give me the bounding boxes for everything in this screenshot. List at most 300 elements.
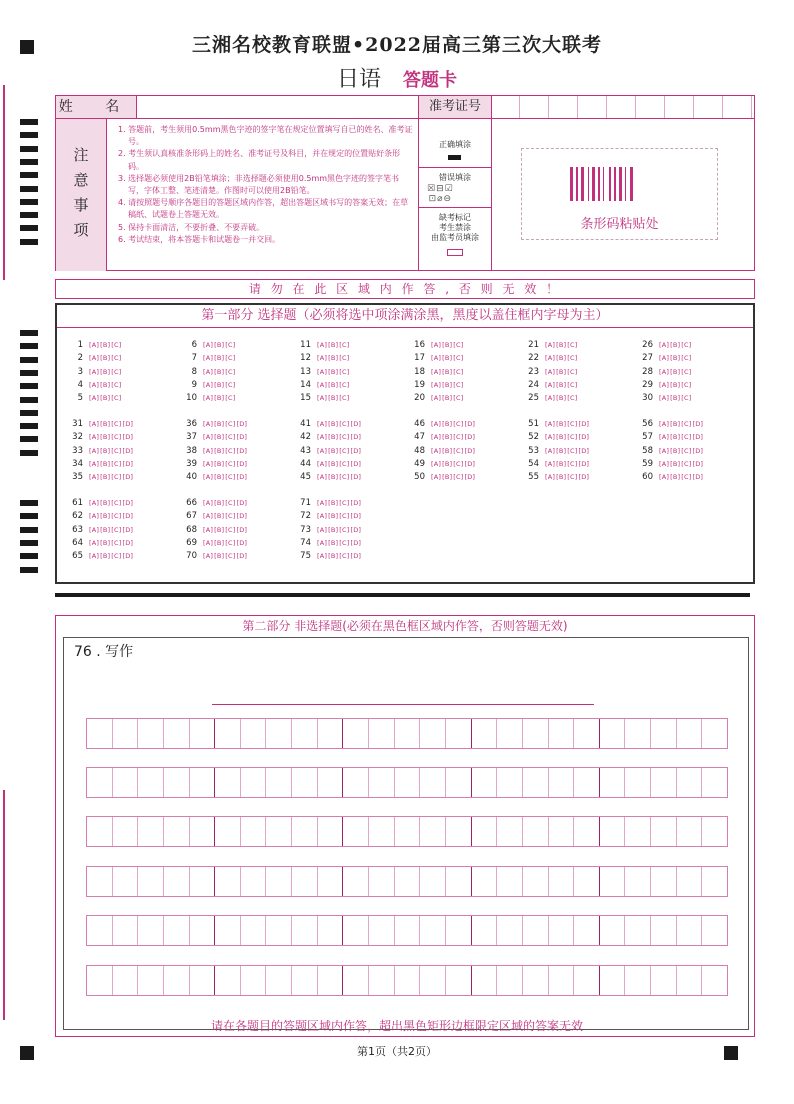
option-bubble[interactable]: [D] [692, 433, 704, 442]
option-bubble[interactable]: [B] [214, 354, 225, 363]
option-bubble[interactable]: [D] [350, 512, 362, 521]
option-bubble[interactable]: [A] [89, 499, 100, 507]
option-bubble[interactable]: [A] [431, 394, 442, 403]
option-bubble[interactable]: [A] [431, 367, 442, 376]
question-13 [295, 366, 350, 378]
question-number: 5 [77, 393, 83, 404]
option-bubble[interactable]: [D] [122, 552, 134, 561]
option-bubble[interactable]: [C] [111, 525, 122, 534]
option-bubble[interactable]: [B] [328, 512, 339, 521]
option-bubble[interactable]: [C] [225, 354, 236, 363]
option-bubble[interactable]: [A] [431, 420, 442, 428]
question-number: 11 [300, 340, 311, 350]
name-field[interactable] [137, 96, 417, 118]
question-number: 53 [528, 445, 539, 456]
option-bubble[interactable]: [A] [89, 420, 100, 428]
option-bubble[interactable]: [D] [350, 473, 362, 482]
option-bubble[interactable]: [C] [111, 420, 122, 428]
option-bubble[interactable]: [A] [317, 420, 328, 428]
option-bubble[interactable]: [A] [659, 459, 670, 468]
option-bubble[interactable]: [A] [317, 459, 328, 468]
option-bubble[interactable]: [B] [214, 446, 225, 455]
option-bubble[interactable]: [B] [328, 525, 339, 534]
option-bubble[interactable]: [C] [681, 354, 692, 363]
option-bubble[interactable]: [C] [453, 420, 464, 428]
option-bubble[interactable]: [C] [225, 380, 236, 389]
option-bubble[interactable]: [C] [225, 512, 236, 521]
option-bubble[interactable]: [A] [545, 433, 556, 442]
option-bubble[interactable]: [C] [111, 354, 122, 363]
option-bubble[interactable]: [D] [350, 525, 362, 534]
option-bubble[interactable]: [D] [236, 525, 248, 534]
option-bubble[interactable]: [B] [100, 446, 111, 455]
option-bubble[interactable]: [C] [339, 354, 350, 363]
option-bubble[interactable]: [C] [339, 459, 350, 468]
question-number: 7 [191, 353, 197, 364]
option-bubble[interactable]: [C] [567, 394, 578, 403]
option-bubble[interactable]: [A] [203, 394, 214, 403]
option-bubble[interactable]: [A] [545, 459, 556, 468]
option-bubble[interactable]: [C] [339, 341, 350, 349]
option-bubble[interactable]: [A] [431, 446, 442, 455]
option-bubble[interactable]: [B] [442, 394, 453, 403]
option-bubble[interactable]: [B] [670, 341, 681, 349]
writing-grid-row[interactable] [86, 718, 728, 749]
option-bubble[interactable]: [B] [442, 380, 453, 389]
option-bubble[interactable]: [B] [328, 473, 339, 482]
writing-grid-row[interactable] [86, 816, 728, 847]
option-bubble[interactable]: [B] [670, 420, 681, 428]
option-bubble[interactable]: [B] [328, 499, 339, 507]
option-bubble[interactable]: [C] [567, 446, 578, 455]
option-bubble[interactable]: [B] [100, 459, 111, 468]
option-bubble[interactable]: [A] [89, 367, 100, 376]
option-bubble[interactable]: [A] [317, 552, 328, 561]
option-bubble[interactable]: [A] [659, 473, 670, 482]
option-bubble[interactable]: [B] [556, 459, 567, 468]
option-bubble[interactable]: [A] [89, 354, 100, 363]
option-bubble[interactable]: [C] [111, 367, 122, 376]
option-bubble[interactable]: [C] [339, 499, 350, 507]
option-bubble[interactable]: [A] [545, 420, 556, 428]
timing-mark [20, 553, 38, 559]
option-bubble[interactable]: [C] [567, 420, 578, 428]
option-bubble[interactable]: [D] [122, 420, 134, 428]
option-bubble[interactable]: [A] [545, 354, 556, 363]
option-bubble[interactable]: [C] [225, 459, 236, 468]
option-bubble[interactable]: [C] [339, 512, 350, 521]
option-bubble[interactable]: [B] [100, 538, 111, 547]
option-bubble[interactable]: [A] [659, 394, 670, 403]
option-bubble[interactable]: [A] [317, 538, 328, 547]
option-bubble[interactable]: [B] [328, 380, 339, 389]
option-bubble[interactable]: [A] [203, 420, 214, 428]
option-bubble[interactable]: [B] [670, 459, 681, 468]
option-bubble[interactable]: [A] [317, 499, 328, 507]
option-bubble[interactable]: [A] [431, 473, 442, 482]
option-bubble[interactable]: [C] [681, 341, 692, 349]
title-line[interactable] [212, 704, 594, 705]
option-bubble[interactable]: [A] [317, 473, 328, 482]
option-bubble[interactable]: [A] [317, 433, 328, 442]
option-bubble[interactable]: [C] [111, 538, 122, 547]
option-bubble[interactable]: [A] [317, 367, 328, 376]
option-bubble[interactable]: [A] [659, 433, 670, 442]
option-bubble[interactable]: [B] [556, 446, 567, 455]
option-bubble[interactable]: [B] [442, 354, 453, 363]
option-bubble[interactable]: [B] [100, 552, 111, 561]
option-bubble[interactable]: [C] [225, 552, 236, 561]
option-bubble[interactable]: [D] [578, 473, 590, 482]
option-bubble[interactable]: [C] [567, 354, 578, 363]
option-bubble[interactable]: [A] [203, 433, 214, 442]
option-bubble[interactable]: [A] [89, 473, 100, 482]
option-bubble[interactable]: [C] [225, 394, 236, 403]
writing-grid-row[interactable] [86, 915, 728, 946]
option-bubble[interactable]: [C] [339, 433, 350, 442]
option-bubble[interactable]: [C] [681, 473, 692, 482]
option-bubble[interactable]: [A] [545, 367, 556, 376]
option-bubble[interactable]: [D] [578, 459, 590, 468]
option-bubble[interactable]: [B] [100, 473, 111, 482]
option-bubble[interactable]: [C] [339, 552, 350, 561]
option-bubble[interactable]: [A] [317, 525, 328, 534]
option-bubble[interactable]: [C] [225, 499, 236, 507]
option-bubble[interactable]: [B] [100, 380, 111, 389]
option-bubble[interactable]: [C] [111, 380, 122, 389]
option-bubble[interactable]: [B] [100, 354, 111, 363]
option-bubble[interactable]: [D] [122, 446, 134, 455]
option-bubble[interactable]: [D] [578, 420, 590, 428]
option-bubble[interactable]: [D] [122, 473, 134, 482]
option-bubble[interactable]: [C] [453, 446, 464, 455]
notes-label-char: 事 [73, 196, 89, 214]
option-bubble[interactable]: [C] [225, 446, 236, 455]
option-bubble[interactable]: [A] [545, 341, 556, 349]
option-bubble[interactable]: [B] [670, 473, 681, 482]
option-bubble[interactable]: [C] [111, 446, 122, 455]
option-bubble[interactable]: [A] [545, 446, 556, 455]
option-bubble[interactable]: [A] [317, 341, 328, 349]
option-bubble[interactable]: [B] [214, 538, 225, 547]
option-bubble[interactable]: [B] [670, 446, 681, 455]
option-bubble[interactable]: [D] [122, 433, 134, 442]
option-bubble[interactable]: [B] [214, 473, 225, 482]
option-bubble[interactable]: [A] [89, 446, 100, 455]
option-bubble[interactable]: [D] [578, 446, 590, 455]
option-bubble[interactable]: [C] [567, 459, 578, 468]
option-bubble[interactable]: [A] [317, 446, 328, 455]
option-bubble[interactable]: [D] [350, 446, 362, 455]
option-bubble[interactable]: [C] [453, 354, 464, 363]
option-bubble[interactable]: [C] [567, 380, 578, 389]
exam-id-label: 准考证号 [418, 96, 492, 118]
option-bubble[interactable]: [D] [236, 499, 248, 507]
option-bubble[interactable]: [C] [225, 538, 236, 547]
option-bubble[interactable]: [A] [89, 433, 100, 442]
option-bubble[interactable]: [A] [317, 394, 328, 403]
option-bubble[interactable]: [A] [203, 552, 214, 561]
absent-checkbox[interactable] [447, 249, 463, 256]
option-bubble[interactable]: [C] [225, 473, 236, 482]
option-bubble[interactable]: [C] [453, 341, 464, 349]
option-bubble[interactable]: [C] [453, 380, 464, 389]
option-bubble[interactable]: [D] [350, 459, 362, 468]
option-bubble[interactable]: [A] [659, 446, 670, 455]
option-bubble[interactable]: [A] [89, 459, 100, 468]
option-bubble[interactable]: [C] [339, 394, 350, 403]
option-bubble[interactable]: [C] [681, 380, 692, 389]
question-60 [637, 471, 704, 483]
option-bubble[interactable]: [B] [442, 459, 453, 468]
option-bubble[interactable]: [A] [203, 512, 214, 521]
option-bubble[interactable]: [B] [442, 341, 453, 349]
option-bubble[interactable]: [D] [236, 512, 248, 521]
option-bubble[interactable]: [B] [100, 367, 111, 376]
option-bubble[interactable]: [C] [225, 341, 236, 349]
option-bubble[interactable]: [B] [442, 433, 453, 442]
option-bubble[interactable]: [C] [567, 341, 578, 349]
option-bubble[interactable]: [B] [670, 433, 681, 442]
option-bubble[interactable]: [B] [556, 420, 567, 428]
option-bubble[interactable]: [B] [328, 367, 339, 376]
option-bubble[interactable]: [B] [214, 552, 225, 561]
option-bubble[interactable]: [A] [545, 473, 556, 482]
option-bubble[interactable]: [C] [453, 367, 464, 376]
option-bubble[interactable]: [D] [122, 525, 134, 534]
option-bubble[interactable]: [B] [328, 354, 339, 363]
option-bubble[interactable]: [C] [111, 394, 122, 403]
option-bubble[interactable]: [A] [89, 538, 100, 547]
option-bubble[interactable]: [A] [203, 459, 214, 468]
option-bubble[interactable]: [D] [236, 433, 248, 442]
option-bubble[interactable]: [D] [692, 420, 704, 428]
option-bubble[interactable]: [C] [111, 499, 122, 507]
option-bubble[interactable]: [C] [111, 341, 122, 349]
question-27 [637, 352, 692, 364]
option-bubble[interactable]: [C] [225, 420, 236, 428]
option-bubble[interactable]: [C] [681, 459, 692, 468]
option-bubble[interactable]: [C] [111, 473, 122, 482]
option-bubble[interactable]: [A] [431, 433, 442, 442]
question-number: 52 [528, 432, 539, 443]
option-bubble[interactable]: [B] [556, 367, 567, 376]
question-number: 72 [300, 511, 311, 522]
option-bubble[interactable]: [A] [89, 380, 100, 389]
option-bubble[interactable]: [B] [328, 538, 339, 547]
option-bubble[interactable]: [A] [659, 380, 670, 389]
option-bubble[interactable]: [B] [442, 446, 453, 455]
option-bubble[interactable]: [C] [339, 538, 350, 547]
option-bubble[interactable]: [C] [111, 552, 122, 561]
option-bubble[interactable]: [B] [328, 394, 339, 403]
option-bubble[interactable]: [B] [328, 552, 339, 561]
option-bubble[interactable]: [B] [100, 420, 111, 428]
option-bubble[interactable]: [A] [89, 394, 100, 403]
option-bubble[interactable]: [C] [453, 473, 464, 482]
option-bubble[interactable]: [B] [214, 499, 225, 507]
option-bubble[interactable]: [A] [431, 341, 442, 349]
exam-id-cells[interactable] [491, 96, 752, 118]
option-bubble[interactable]: [A] [203, 367, 214, 376]
option-bubble[interactable]: [A] [89, 525, 100, 534]
option-bubble[interactable]: [B] [328, 446, 339, 455]
option-bubble[interactable]: [B] [214, 525, 225, 534]
option-bubble[interactable]: [A] [89, 341, 100, 349]
option-bubble[interactable]: [D] [578, 433, 590, 442]
option-bubble[interactable]: [D] [236, 473, 248, 482]
option-bubble[interactable]: [A] [203, 354, 214, 363]
fill-correct-mark [448, 155, 461, 160]
question-number: 24 [528, 379, 539, 390]
option-bubble[interactable]: [B] [214, 459, 225, 468]
edge-line [3, 85, 5, 280]
option-bubble[interactable]: [C] [567, 473, 578, 482]
option-bubble[interactable]: [D] [350, 433, 362, 442]
option-bubble[interactable]: [C] [225, 525, 236, 534]
option-bubble[interactable]: [D] [236, 459, 248, 468]
option-bubble[interactable]: [A] [203, 525, 214, 534]
question-40 [181, 471, 248, 483]
option-bubble[interactable]: [A] [203, 499, 214, 507]
option-bubble[interactable]: [B] [214, 341, 225, 349]
option-bubble[interactable]: [A] [431, 354, 442, 363]
option-bubble[interactable]: [D] [350, 499, 362, 507]
option-bubble[interactable]: [D] [350, 552, 362, 561]
option-bubble[interactable]: [C] [111, 459, 122, 468]
option-bubble[interactable]: [D] [236, 420, 248, 428]
option-bubble[interactable]: [B] [214, 420, 225, 428]
option-bubble[interactable]: [C] [453, 459, 464, 468]
option-bubble[interactable]: [B] [670, 380, 681, 389]
option-bubble[interactable]: [B] [442, 420, 453, 428]
option-bubble[interactable]: [D] [692, 473, 704, 482]
option-bubble[interactable]: [B] [100, 512, 111, 521]
question-62 [67, 510, 134, 522]
option-bubble[interactable]: [C] [681, 420, 692, 428]
option-bubble[interactable]: [D] [236, 538, 248, 547]
writing-grid-row[interactable] [86, 767, 728, 798]
option-bubble[interactable]: [B] [442, 367, 453, 376]
option-bubble[interactable]: [C] [567, 433, 578, 442]
option-bubble[interactable]: [C] [225, 367, 236, 376]
writing-grid-row[interactable] [86, 965, 728, 996]
option-bubble[interactable]: [D] [464, 446, 476, 455]
option-bubble[interactable]: [C] [339, 420, 350, 428]
option-bubble[interactable]: [C] [225, 433, 236, 442]
option-bubble[interactable]: [B] [100, 394, 111, 403]
option-bubble[interactable]: [B] [214, 433, 225, 442]
option-bubble[interactable]: [A] [89, 552, 100, 561]
option-bubble[interactable]: [C] [339, 367, 350, 376]
option-bubble[interactable]: [C] [681, 394, 692, 403]
option-bubble[interactable]: [C] [681, 433, 692, 442]
option-bubble[interactable]: [A] [659, 354, 670, 363]
option-bubble[interactable]: [C] [681, 367, 692, 376]
option-bubble[interactable]: [A] [659, 420, 670, 428]
option-bubble[interactable]: [B] [328, 341, 339, 349]
option-bubble[interactable]: [B] [556, 341, 567, 349]
option-bubble[interactable]: [B] [214, 394, 225, 403]
option-bubble[interactable]: [D] [464, 459, 476, 468]
option-bubble[interactable]: [C] [339, 525, 350, 534]
option-bubble[interactable]: [A] [659, 367, 670, 376]
option-bubble[interactable]: [B] [670, 367, 681, 376]
option-bubble[interactable]: [C] [339, 446, 350, 455]
option-bubble[interactable]: [B] [214, 367, 225, 376]
option-bubble[interactable]: [B] [556, 394, 567, 403]
question-72 [295, 510, 362, 522]
option-bubble[interactable]: [D] [122, 499, 134, 507]
option-bubble[interactable]: [B] [328, 420, 339, 428]
option-bubble[interactable]: [B] [100, 433, 111, 442]
option-bubble[interactable]: [D] [692, 459, 704, 468]
option-bubble[interactable]: [D] [350, 538, 362, 547]
option-bubble[interactable]: [B] [214, 512, 225, 521]
option-bubble[interactable]: [A] [545, 380, 556, 389]
option-bubble[interactable]: [B] [556, 433, 567, 442]
option-bubble[interactable]: [A] [203, 380, 214, 389]
option-bubble[interactable]: [C] [339, 380, 350, 389]
option-bubble[interactable]: [B] [328, 433, 339, 442]
option-bubble[interactable]: [B] [328, 459, 339, 468]
option-bubble[interactable]: [B] [556, 354, 567, 363]
option-bubble[interactable]: [A] [431, 459, 442, 468]
option-bubble[interactable]: [A] [203, 538, 214, 547]
option-bubble[interactable]: [A] [317, 512, 328, 521]
option-bubble[interactable]: [A] [317, 380, 328, 389]
option-bubble[interactable]: [C] [111, 512, 122, 521]
option-bubble[interactable]: [B] [100, 499, 111, 507]
option-bubble[interactable]: [C] [681, 446, 692, 455]
option-bubble[interactable]: [D] [236, 552, 248, 561]
option-bubble[interactable]: [D] [236, 446, 248, 455]
option-bubble[interactable]: [A] [545, 394, 556, 403]
option-bubble[interactable]: [D] [464, 433, 476, 442]
question-number: 1 [77, 340, 83, 350]
option-bubble[interactable]: [B] [670, 394, 681, 403]
option-bubble[interactable]: [A] [431, 380, 442, 389]
option-bubble[interactable]: [C] [453, 394, 464, 403]
option-bubble[interactable]: [B] [100, 525, 111, 534]
option-bubble[interactable]: [A] [89, 512, 100, 521]
option-bubble[interactable]: [D] [692, 446, 704, 455]
option-bubble[interactable]: [D] [122, 512, 134, 521]
option-bubble[interactable]: [A] [659, 341, 670, 349]
option-bubble[interactable]: [A] [317, 354, 328, 363]
writing-grid-row[interactable] [86, 866, 728, 897]
question-16 [409, 339, 464, 351]
option-bubble[interactable]: [B] [556, 473, 567, 482]
option-bubble[interactable]: [C] [111, 433, 122, 442]
option-bubble[interactable]: [A] [203, 341, 214, 349]
option-bubble[interactable]: [D] [350, 420, 362, 428]
option-bubble[interactable]: [D] [464, 420, 476, 428]
option-bubble[interactable]: [B] [670, 354, 681, 363]
option-bubble[interactable]: [A] [203, 473, 214, 482]
option-bubble[interactable]: [D] [122, 538, 134, 547]
option-bubble[interactable]: [D] [122, 459, 134, 468]
option-bubble[interactable]: [B] [556, 380, 567, 389]
option-bubble[interactable]: [B] [442, 473, 453, 482]
option-bubble[interactable]: [C] [567, 367, 578, 376]
option-bubble[interactable]: [C] [453, 433, 464, 442]
option-bubble[interactable]: [A] [203, 446, 214, 455]
option-bubble[interactable]: [C] [339, 473, 350, 482]
option-bubble[interactable]: [D] [464, 473, 476, 482]
option-bubble[interactable]: [B] [214, 380, 225, 389]
option-bubble[interactable]: [B] [100, 341, 111, 349]
